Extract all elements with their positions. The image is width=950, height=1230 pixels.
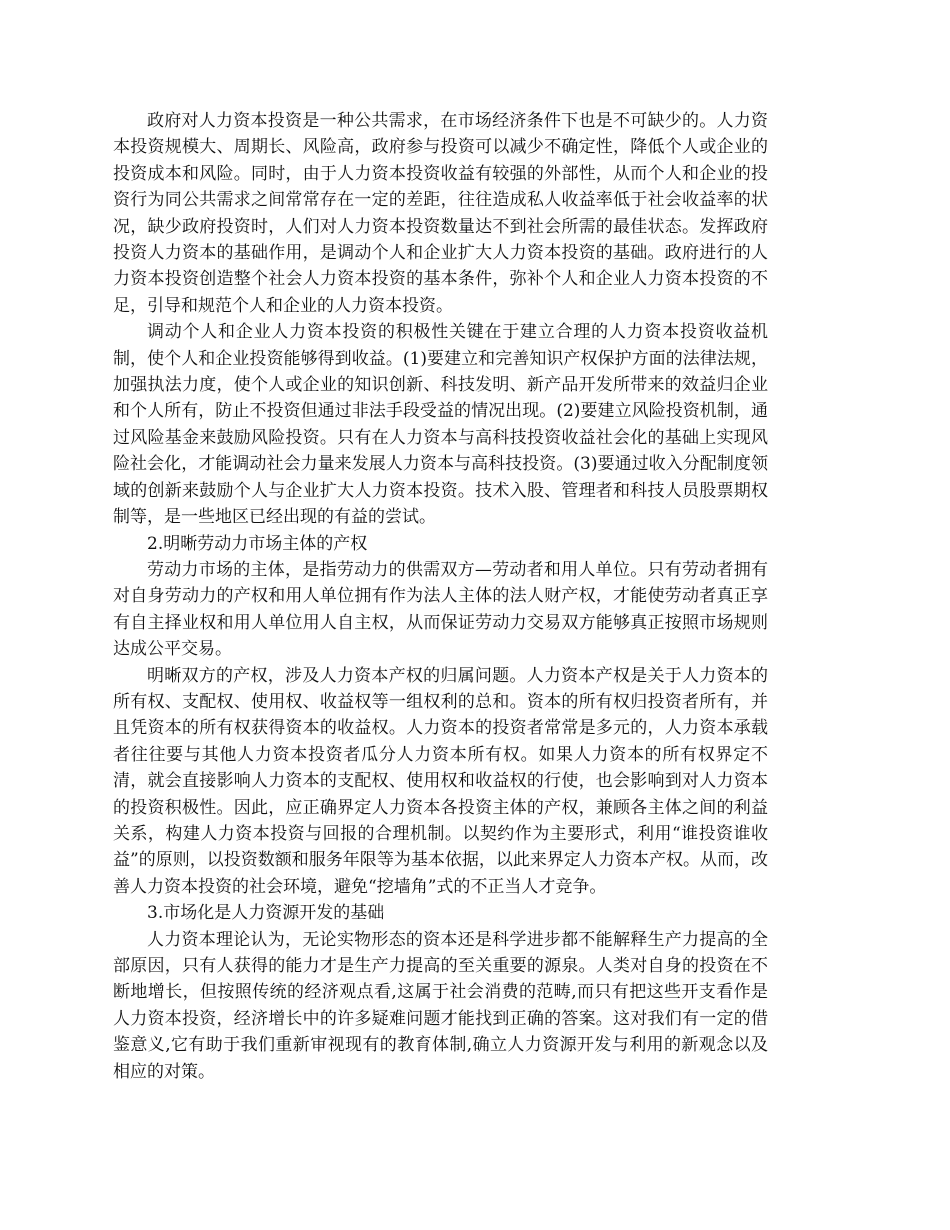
paragraph-labor-market-subjects: 劳动力市场的主体，是指劳动力的供需双方—劳动者和用人单位。只有劳动者拥有对自身劳动力的产权和用人单位拥有作为法人主体的法人财产权，才能使劳动者真正享有自主择业权和用人单位用人自主权，从而保证劳动力交易双方能够真正按照市场规则达成公平交易。 [113, 559, 768, 660]
paragraph-government-investment: 政府对人力资本投资是一种公共需求，在市场经济条件下也是不可缺少的。人力资本投资规模大、周期长、风险高，政府参与投资可以减少不确定性，降低个人或企业的投资成本和风险。同时，由于人力资本投资收益有较强的外部性，从而个人和企业的投资行为同公共需求之间常常存在一定的差距，往往造成私人收益率低于社会收益率的状况，缺少政府投资时，人们对人力资本投资数量达不到社会所需的最佳状态。发挥政府投资人力资本的基础作用，是调动个人和企业扩大人力资本投资的基础。政府进行的人力资本投资创造整个社会人力资本投资的基本条件，弥补个人和企业人力资本投资的不足，引导和规范个人和企业的人力资本投资。 [113, 111, 768, 316]
section-heading-3: 3.市场化是人力资源开发的基础 [147, 903, 385, 924]
paragraph-property-rights: 明晰双方的产权，涉及人力资本产权的归属问题。人力资本产权是关于人力资本的所有权、支配权、使用权、收益权等一组权利的总和。资本的所有权归投资者所有，并且凭资本的所有权获得资本的收益权。人力资本的投资者常常是多元的，人力资本承载者往往要与其他人力资本投资者瓜分人力资本所有权。如果人力资本的所有权界定不清，就会直接影响人力资本的支配权、使用权和收益权的行使，也会影响到对人力资本的投资积极性。因此，应正确界定人力资本各投资主体的产权，兼顾各主体之间的利益关系，构建人力资本投资与回报的合理机制。以契约作为主要形式，利用“谁投资谁收益”的原则，以投资数额和服务年限等为基本依据，以此来界定人力资本产权。从而，改善人力资本投资的社会环境，避免“挖墙角”式的不正当人才竞争。 [113, 665, 768, 897]
paragraph-human-capital-theory: 人力资本理论认为，无论实物形态的资本还是科学进步都不能解释生产力提高的全部原因，只有人获得的能力才是生产力提高的至关重要的源泉。人类对自身的投资在不断地增长，但按照传统的经济观点看,这属于社会消费的范畴,而只有把这些开支看作是人力资本投资，经济增长中的许多疑难问题才能找到正确的答案。这对我们有一定的借鉴意义,它有助于我们重新审视现有的教育体制,确立人力资源开发与利用的新观念以及相应的对策。 [113, 929, 768, 1082]
document-page [113, 108, 768, 1085]
paragraph-investment-incentive: 调动个人和企业人力资本投资的积极性关键在于建立合理的人力资本投资收益机制，使个人和企业投资能够得到收益。(1)要建立和完善知识产权保护方面的法律法规，加强执法力度，使个人或企业的知识创新、科技发明、新产品开发所带来的效益归企业和个人所有，防止不投资但通过非法手段受益的情况出现。(2)要建立风险投资机制，通过风险基金来鼓励风险投资。只有在人力资本与高科技投资收益社会化的基础上实现风险社会化，才能调动社会力量来发展人力资本与高科技投资。(3)要通过收入分配制度领域的创新来鼓励个人与企业扩大人力资本投资。技术入股、管理者和科技人员股票期权制等，是一些地区已经出现的有益的尝试。 [113, 322, 768, 528]
section-heading-2: 2.明晰劳动力市场主体的产权 [147, 533, 368, 554]
